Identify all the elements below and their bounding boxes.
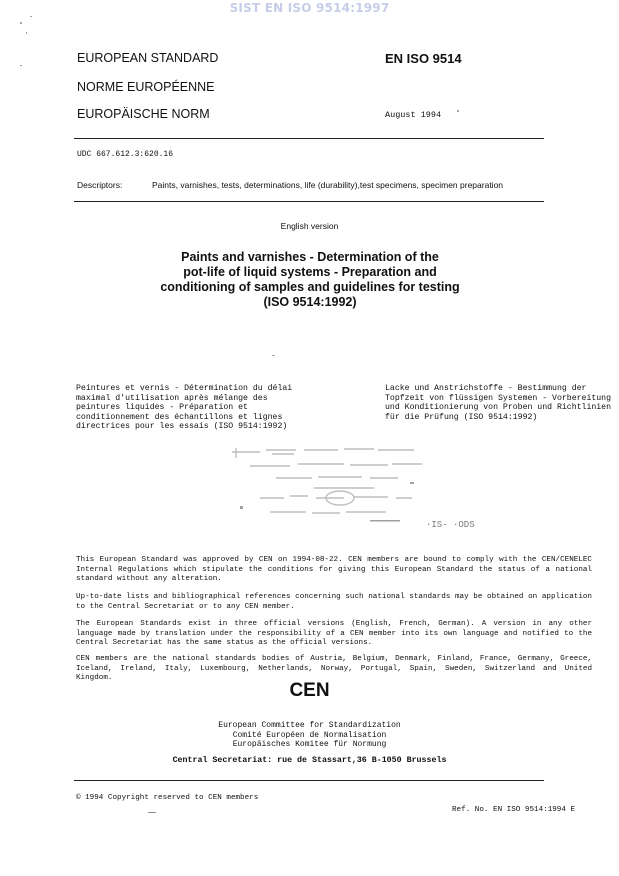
scan-speck (457, 110, 459, 112)
divider-line (74, 138, 544, 139)
title-line: (ISO 9514:1992) (263, 295, 357, 309)
header-line: NORME EUROPÉENNE (77, 80, 215, 94)
approval-paragraph: This European Standard was approved by CEN on 1994-08-22. CEN members are bound to comply with the CEN/CENELEC Internal Regulations which stipulate the conditions for giving this European Standard the status of a national standard without any alteration. (76, 556, 592, 584)
standard-number: EN ISO 9514 (385, 51, 462, 66)
title-line: conditioning of samples and guidelines for testing (160, 280, 460, 294)
scan-speck (20, 65, 22, 66)
stamp-number: ·IS- ·ODS (426, 520, 475, 530)
references-paragraph: Up-to-date lists and bibliographical references concerning such national standards may be obtained on application to the Central Secretariat or to any CEN member. (76, 593, 592, 611)
french-title-line: peintures liquides - Préparation et (76, 403, 248, 413)
versions-paragraph: The European Standards exist in three official versions (English, French, German). A version in any other language made by translation under the responsibility of a CEN member into its own language and notified to the Central Secretariat has the same status as the official versions. (76, 620, 592, 648)
french-title-line: conditionnement des échantillons et lignes (76, 412, 283, 422)
german-title-line: Topfzeit von flüssigen Systemen - Vorbereitung (385, 393, 612, 403)
german-title-line: und Konditionierung von Proben und Richtlinien (385, 403, 612, 413)
members-paragraph: CEN members are the national standards bodies of Austria, Belgium, Denmark, Finland, France, Germany, Greece, Iceland, Ireland, Italy, Luxembourg, Netherlands, Norway, Portugal, Spain, Sweden, Switzerland and United Kingdom. (76, 655, 592, 683)
central-secretariat: Central Secretariat: rue de Stassart,36 B-1050 Brussels (172, 756, 447, 765)
cen-names (0, 721, 619, 750)
german-title-line: für die Prüfung (ISO 9514:1992) (385, 412, 538, 422)
scan-speck (20, 22, 22, 24)
title-line: pot-life of liquid systems - Preparation and (183, 265, 437, 279)
cen-name-line: Comité Européen de Normalisation (232, 730, 387, 740)
document-title (150, 250, 470, 310)
french-title-line: maximal d'utilisation après mélange des (76, 393, 268, 403)
cen-name-line: Europäisches Komitee für Normung (232, 740, 387, 749)
divider-line (74, 780, 544, 781)
copyright-notice: © 1994 Copyright reserved to CEN members (76, 794, 259, 802)
cen-name-line: European Committee for Standardization (218, 721, 401, 730)
scan-speck (26, 32, 27, 34)
descriptors-label: Descriptors: (77, 180, 123, 190)
library-stamp (220, 440, 450, 530)
title-line: Paints and varnishes - Determination of the (181, 250, 439, 264)
french-title (76, 384, 293, 432)
udc-number: UDC 667.612.3:620.16 (77, 150, 174, 159)
descriptors-value: Paints, varnishes, tests, determinations, life (durability),test specimens, specimen preparation (152, 180, 504, 190)
german-title (385, 384, 612, 422)
french-title-line: Peintures et vernis - Détermination du délai (76, 384, 293, 393)
header-line: EUROPÄISCHE NORM (77, 107, 210, 121)
scan-speck (30, 16, 32, 17)
watermark: SIST EN ISO 9514:1997 (229, 1, 390, 15)
german-title-line: Lacke und Anstrichstoffe - Bestimmung der (385, 384, 587, 393)
version-label: English version (280, 221, 339, 231)
french-title-line: directrices pour les essais (ISO 9514:1992) (76, 422, 288, 432)
cen-logo: CEN (289, 680, 330, 701)
scan-speck (148, 812, 156, 813)
scan-speck (272, 355, 275, 356)
header-line: EUROPEAN STANDARD (77, 51, 219, 65)
publication-date: August 1994 (385, 110, 442, 120)
divider-line (74, 201, 544, 202)
reference-number: Ref. No. EN ISO 9514:1994 E (452, 806, 576, 814)
